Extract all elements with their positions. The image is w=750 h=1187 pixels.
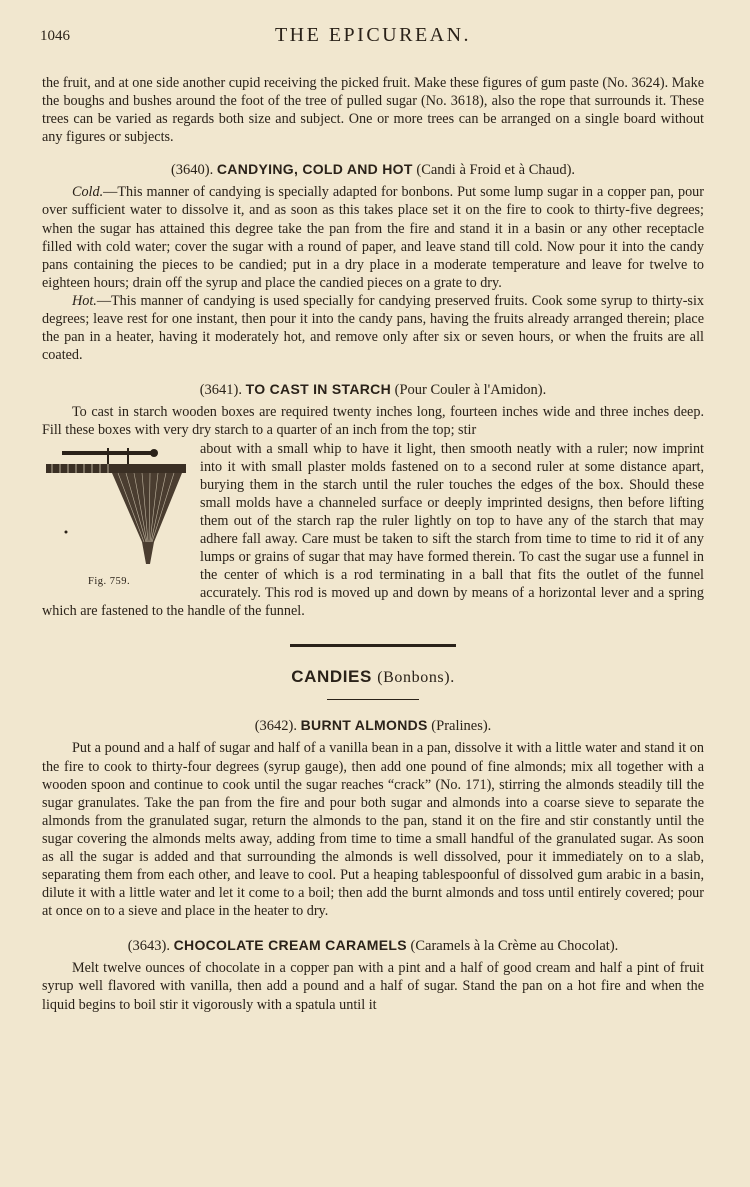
chapter-title: CANDIES [291,667,372,687]
running-title: THE EPICUREAN. [274,24,472,46]
hot-label: Hot. [72,292,97,309]
section-subtitle: (Candi à Froid et à Chaud). [416,162,576,179]
chapter-subtitle: (Bonbons). [377,669,455,687]
section-3642-heading [42,716,704,735]
hot-paragraph [42,292,704,364]
funnel-figure [42,442,192,602]
section-subtitle: (Pralines). [431,718,492,735]
section-3643-heading [42,936,704,955]
page-number: 1046 [40,28,70,44]
page-content [42,74,704,1014]
starch-paragraph-with-figure [42,440,704,621]
intro-paragraph: the fruit, and at one side another cupid receiving the picked fruit. Make these figures of gum paste (No. 3624). Make the boughs and bushes around the foot of the tree of pulled sugar (No. 3618), also the rope that surrounds it. These trees can be varied as regards both size and subject. One or more trees can be arranged on a single board without any figures or subjects. [42,75,704,146]
section-title: CANDYING, COLD AND HOT [216,161,413,178]
section-subtitle: (Pour Couler à l'Amidon). [394,382,547,399]
section-title: CHOCOLATE CREAM CARAMELS [173,937,407,954]
starch-paragraph-start: To cast in starch wooden boxes are required twenty inches long, fourteen inches wide and three inches deep. Fill these boxes with very dry starch to a quarter of an inch from the top; stir [42,404,704,439]
section-3640-heading [42,160,704,179]
page-header [40,24,706,52]
section-title: TO CAST IN STARCH [245,381,392,398]
chapter-heading [42,667,704,687]
section-title: BURNT ALMONDS [300,717,428,734]
starch-paragraph-continued: about with a small whip to have it light, then smooth neatly with a ruler; now imprint into it with small plaster molds fastened on to a second ruler at some distance apart, burying them in the starch until the ruler touches the edges of the box. Should these small molds have a channeled surface or deeply imprinted designs, then before lifting them out of the starch rap the ruler lightly on top to have any of the starch that may adhere fall away. Care must be taken to sift the starch from time to time to rid it of any lumps or grains of sugar that may have formed therein. To cast the sugar use a funnel in the center of which is a rod terminating in a ball that fits the outlet of the funnel accurately. This rod is moved up and down by means of a horizontal lever and a spring which are fastened to the handle of the funnel. [42,440,704,620]
chocolate-caramels-paragraph: Melt twelve ounces of chocolate in a copper pan with a pint and a half of good cream and half a pint of fruit syrup well flavored with vanilla, then add a pound and a half of sugar. Stand the pan on a hot fire and when the liquid begins to boil stir it vigorously with a spatula until it [42,960,704,1013]
burnt-almonds-paragraph: Put a pound and a half of sugar and half of a vanilla bean in a pan, dissolve it with a little water and stand it on the fire to cook to thirty-four degrees (syrup gauge), then add one pound of fine almonds; mix all together with a wooden spoon and continue to cook until the sugar reaches “crack” (No. 171), stirring the almonds steadily till the sugar granulates. Take the pan from the fire and pour both sugar and almonds into a coarse sieve to separate the almonds from the granulated sugar, return the almonds to the pan, stand it on the fire and stir constantly until the sugar covering the almonds melts away, adding from time to time a small handful of the granulated sugar. As soon as all the sugar is added and that surrounding the almonds is well dissolved, pour it immediately on to a slab, separating them from each other, and leave to cool. Put a heaping tablespoonful of dissolved gum arabic in a basin, dilute it with a little water and let it come to a boil; then add the burnt almonds and toss until entirely covered; pour at once on to a sieve and place in the heater to dry. [42,740,704,920]
cold-paragraph [42,183,704,292]
section-divider [290,644,456,647]
section-number: (3641). [199,382,243,399]
section-3641-heading [42,380,704,399]
figure-caption: Fig. 759. [88,575,131,587]
chapter-underline [327,699,419,700]
section-number: (3643). [127,938,170,955]
hot-text: —This manner of candying is used specially for candying preserved fruits. Cook some syrup to thirty-six degrees; leave rest for one instant, then pour it into the candy pans, having the fruits already arranged therein; place the pan in a heater, having it moderately hot, and remove only after six or seven hours, or when the fruits are all coated. [42,292,704,364]
cold-label: Cold. [72,184,104,201]
cold-text: —This manner of candying is specially adapted for bonbons. Put some lump sugar in a copper pan, pour over sufficient water to dissolve it, and as soon as this takes place set it on the fire to cook to thirty-five degrees; when the sugar has attained this degree take the pan from the fire and stand it in a basin or any other receptacle filled with cold water; cover the sugar with a round of paper, and leave stand till cold. Now pour it into the candy pans containing the pieces to be candied; put in a dry place in a moderate temperature and leave for twelve to eighteen hours; drain off the syrup and place the candied pieces on a grate to dry. [42,184,704,291]
section-subtitle: (Caramels à la Crème au Chocolat). [410,938,619,955]
section-number: (3640). [170,162,214,179]
section-number: (3642). [254,718,297,735]
